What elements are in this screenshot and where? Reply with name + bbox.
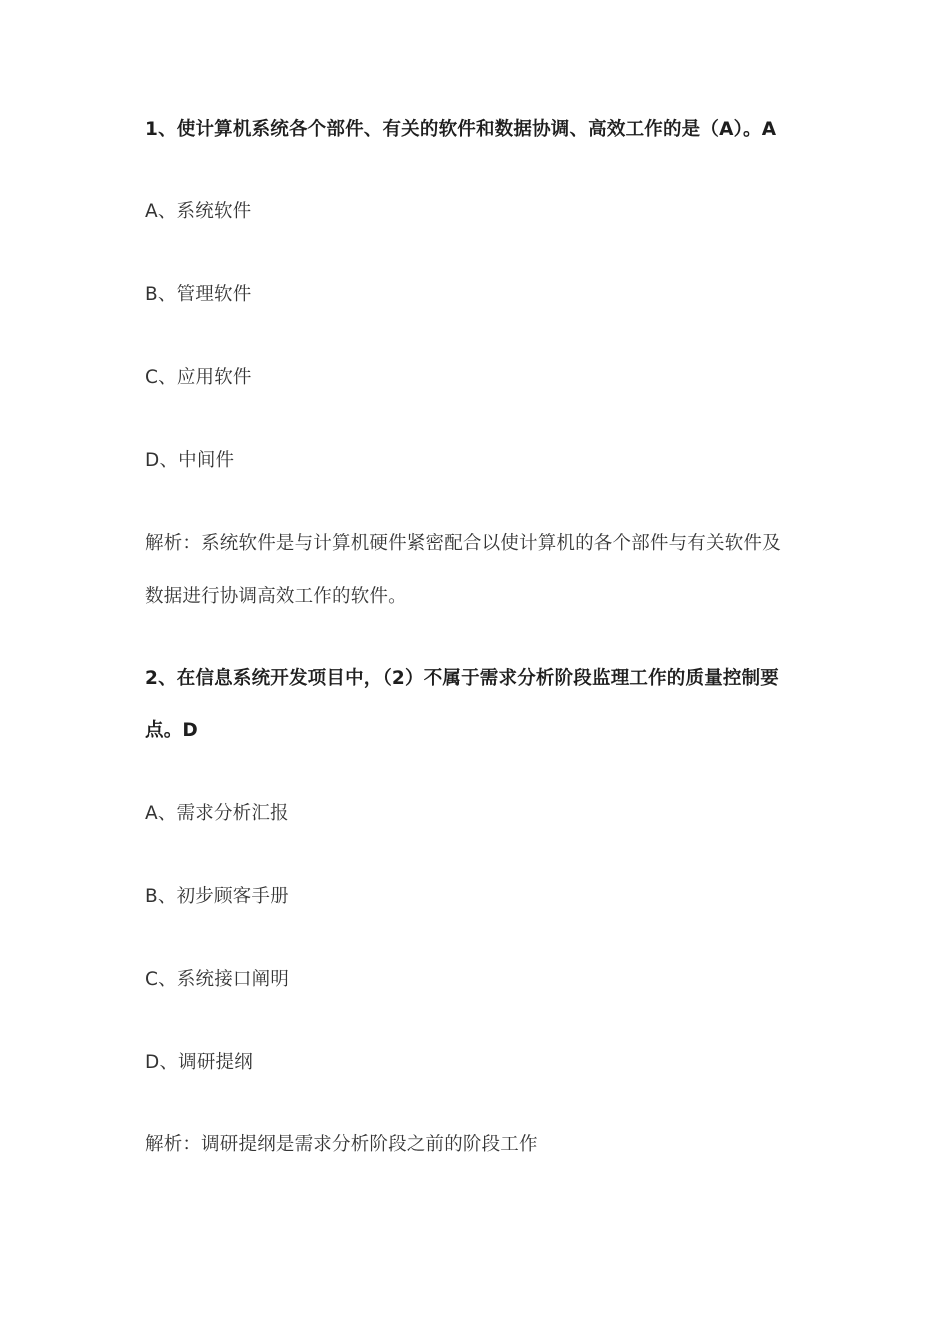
question-2-option-a: A、需求分析汇报 [145,803,289,824]
question-1-explanation-line-1: 解析：系统软件是与计算机硬件紧密配合以使计算机的各个部件与有关软件及 [145,533,781,554]
question-2-stem-line-1: 2、在信息系统开发项目中，（2）不属于需求分析阶段监理工作的质量控制要 [145,668,779,689]
question-1-explanation-line-2: 数据进行协调高效工作的软件。 [145,586,407,607]
question-1-option-c: C、应用软件 [145,367,252,388]
question-1-stem: 1、使计算机系统各个部件、有关的软件和数据协调、高效工作的是（A）。A [145,119,777,140]
question-1-option-b: B、管理软件 [145,284,252,305]
question-1-option-a: A、系统软件 [145,201,252,222]
question-2-option-c: C、系统接口阐明 [145,969,290,990]
question-2-stem-line-2: 点。D [145,720,198,741]
question-2-explanation-line-1: 解析：调研提纲是需求分析阶段之前的阶段工作 [145,1134,538,1155]
question-2-option-b: B、初步顾客手册 [145,886,289,907]
question-1-option-d: D、中间件 [145,450,235,471]
question-2-option-d: D、调研提纲 [145,1052,253,1073]
